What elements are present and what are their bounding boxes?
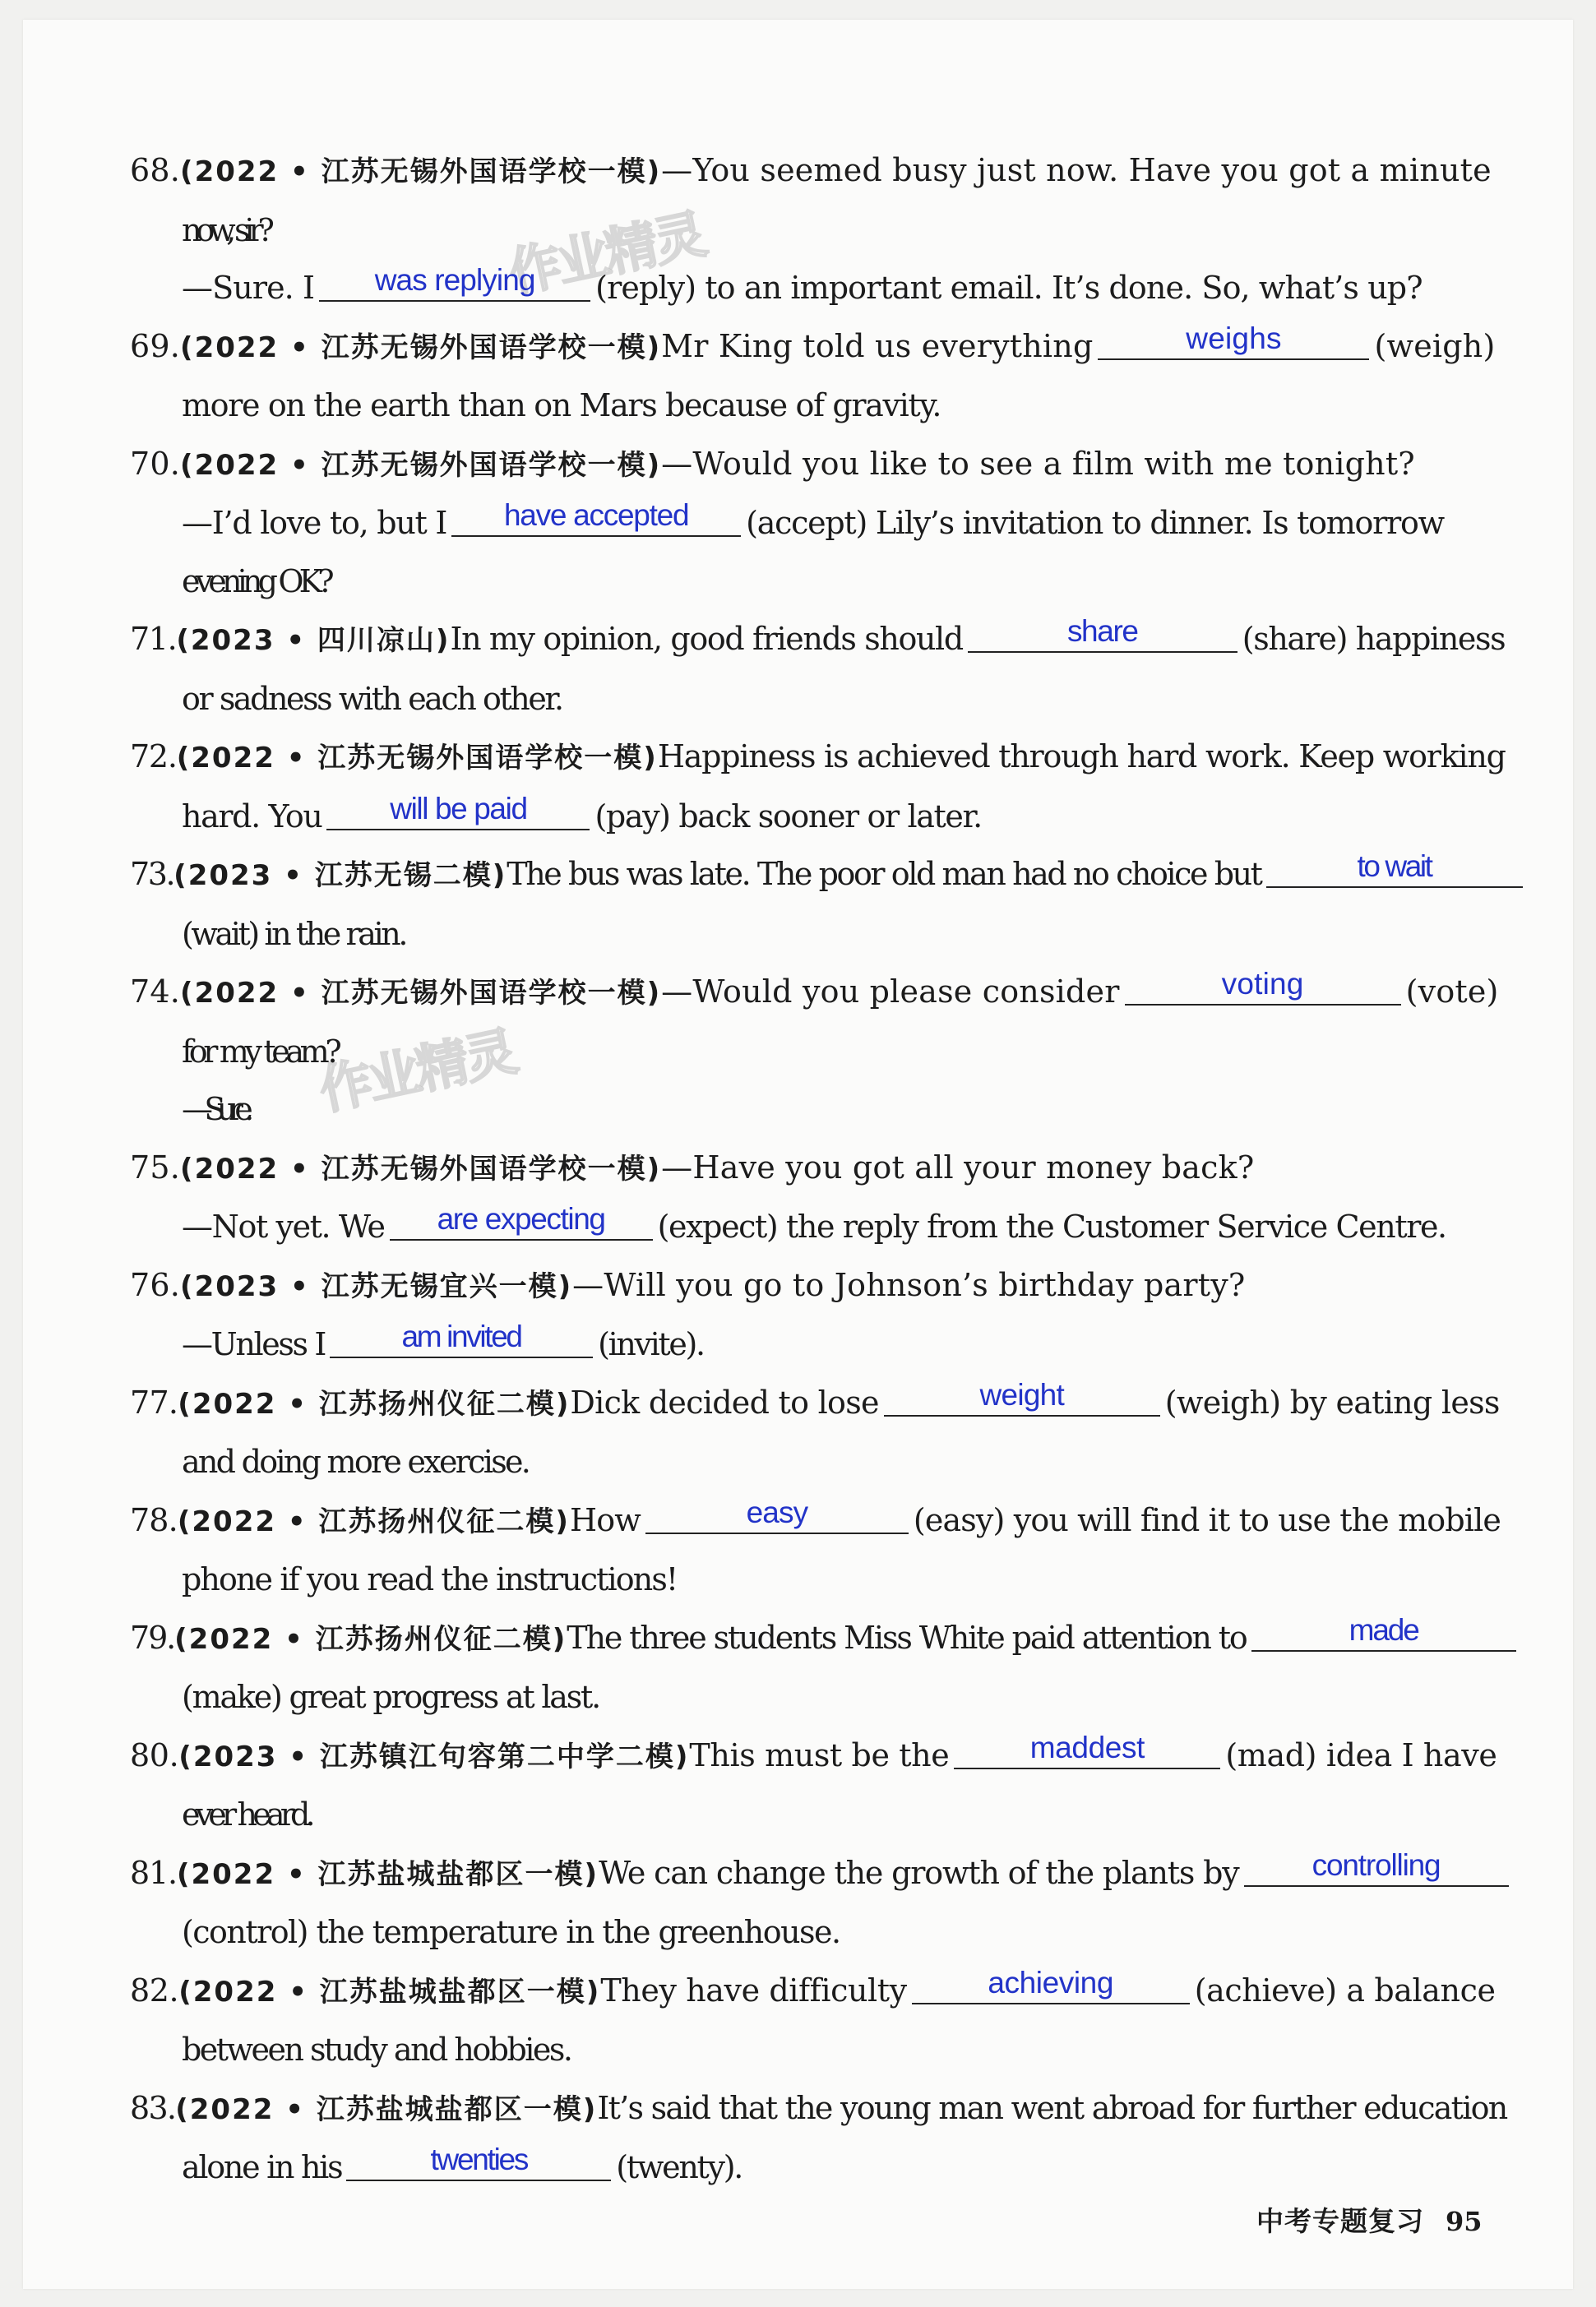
question-line <box>130 610 1506 670</box>
question-line <box>130 1023 1499 1081</box>
question-number: 77. <box>130 1384 178 1421</box>
question-number: 79. <box>130 1619 175 1656</box>
question-line <box>130 2138 1499 2197</box>
question-number: 71. <box>130 621 177 657</box>
question-text: The bus was late. The poor old man had no choice but <box>507 856 1261 892</box>
handwritten-answer: are expecting <box>437 1202 605 1236</box>
question-number: 72. <box>130 738 177 774</box>
question-74 <box>130 963 1499 1139</box>
question-text: (invite). <box>598 1326 704 1362</box>
question-text: This must be the <box>689 1736 950 1773</box>
question-70 <box>130 435 1499 611</box>
watermark-top: 作业精灵 <box>503 204 710 306</box>
question-number: 73. <box>130 856 174 892</box>
question-text: more on the earth than on Mars because of gravity. <box>182 387 941 423</box>
question-source: (2023 • 四川凉山) <box>176 624 451 657</box>
question-number: 75. <box>130 1149 181 1186</box>
question-number: 68. <box>130 152 181 188</box>
question-line <box>130 552 1499 611</box>
question-line <box>130 1315 1499 1374</box>
question-line <box>130 1551 1499 1609</box>
question-text: between study and hobbies. <box>182 2032 571 2068</box>
question-source: (2022 • 江苏无锡外国语学校一模) <box>180 977 662 1010</box>
question-text: and doing more exercise. <box>182 1444 530 1480</box>
question-line <box>130 1786 1499 1844</box>
question-line <box>130 1198 1499 1256</box>
question-number: 69. <box>130 327 181 364</box>
handwritten-answer: share <box>1066 614 1138 648</box>
answer-blank <box>884 1379 1160 1417</box>
handwritten-answer: weight <box>979 1377 1065 1412</box>
answer-blank <box>1098 322 1369 360</box>
question-77 <box>130 1374 1499 1491</box>
question-line <box>130 1609 1499 1669</box>
answer-blank <box>645 1496 909 1534</box>
question-text: evening OK? <box>182 562 330 599</box>
question-number: 70. <box>130 445 181 482</box>
question-text: (twenty). <box>616 2149 742 2185</box>
question-line <box>130 963 1499 1023</box>
question-text: Mr King told us everything <box>661 327 1094 364</box>
question-text: It’s said that the young man went abroad for further education <box>597 2089 1507 2126</box>
question-text: —Have you got all your money back? <box>661 1149 1255 1186</box>
question-source: (2022 • 江苏无锡外国语学校一模) <box>180 1152 662 1186</box>
question-text: We can change the growth of the plants by <box>599 1854 1239 1891</box>
question-82 <box>130 1962 1499 2079</box>
answer-blank <box>319 264 590 302</box>
question-source: (2022 • 江苏扬州仪征二模) <box>178 1387 571 1421</box>
question-line <box>130 670 1499 728</box>
question-line <box>130 435 1499 495</box>
question-line <box>130 1433 1499 1491</box>
question-line <box>130 2021 1499 2079</box>
question-text: (easy) you will find it to use the mobile <box>913 1501 1501 1538</box>
question-text: —Will you go to Johnson’s birthday party? <box>572 1266 1246 1303</box>
question-line <box>130 1727 1499 1787</box>
answer-blank <box>330 1320 593 1358</box>
question-text: alone in his <box>182 2149 342 2185</box>
question-text: or sadness with each other. <box>182 680 562 717</box>
handwritten-answer: voting <box>1221 967 1304 1001</box>
question-text: now, sir? <box>182 211 269 248</box>
question-81 <box>130 1844 1499 1962</box>
question-text: (weigh) by eating less <box>1164 1384 1500 1421</box>
handwritten-answer: maddest <box>1029 1730 1145 1764</box>
question-text: (wait) in the rain. <box>182 915 405 952</box>
answer-blank <box>326 793 590 830</box>
question-list <box>130 141 1507 2197</box>
question-text: —Sure. <box>182 1091 246 1127</box>
question-text: —Not yet. We <box>182 1209 385 1245</box>
question-68 <box>130 141 1499 317</box>
question-76 <box>130 1256 1499 1374</box>
question-78 <box>130 1491 1499 1609</box>
answer-blank <box>346 2143 611 2181</box>
question-79 <box>130 1609 1499 1727</box>
question-text: (pay) back sooner or later. <box>594 798 982 834</box>
footer-title: 中考专题复习 <box>1256 2205 1424 2237</box>
question-line <box>130 905 1499 964</box>
question-text: hard. You <box>182 798 322 834</box>
question-line <box>130 1903 1499 1962</box>
question-text: (achieve) a balance <box>1194 1972 1496 2009</box>
question-text: (accept) Lily’s invitation to dinner. Is tomorrow <box>746 505 1444 541</box>
question-72 <box>130 728 1506 845</box>
handwritten-answer: easy <box>746 1495 808 1529</box>
question-text: The three students Miss White paid attention to <box>567 1619 1247 1656</box>
question-number: 82. <box>130 1972 179 2009</box>
page-sheet <box>23 20 1573 2289</box>
question-number: 83. <box>130 2089 176 2126</box>
question-source: (2023 • 江苏无锡宜兴一模) <box>180 1269 573 1303</box>
question-text: —I’d love to, but I <box>182 505 447 541</box>
handwritten-answer: controlling <box>1311 1847 1441 1882</box>
question-line <box>130 1844 1499 1904</box>
question-source: (2022 • 江苏盐城盐都区一模) <box>178 1975 601 2009</box>
question-75 <box>130 1139 1499 1256</box>
question-text: Dick decided to lose <box>570 1384 879 1421</box>
question-text: In my opinion, good friends should <box>450 621 963 657</box>
handwritten-answer: twenties <box>430 2143 528 2176</box>
answer-blank <box>1251 1614 1516 1652</box>
question-text: (weigh) <box>1374 327 1496 364</box>
question-line <box>130 141 1499 201</box>
question-text: They have difficulty <box>600 1972 907 2009</box>
question-text: phone if you read the instructions! <box>182 1561 678 1597</box>
question-source: (2022 • 江苏扬州仪征二模) <box>177 1505 570 1538</box>
question-text: (make) great progress at last. <box>182 1679 600 1715</box>
question-text: (share) happiness <box>1242 621 1506 657</box>
question-text: Happiness is achieved through hard work. Keep working <box>657 738 1506 774</box>
answer-blank <box>954 1731 1220 1769</box>
question-line <box>130 2079 1507 2139</box>
question-80 <box>130 1727 1499 1844</box>
question-line <box>130 1668 1499 1727</box>
handwritten-answer: made <box>1349 1612 1418 1647</box>
question-source: (2022 • 江苏无锡外国语学校一模) <box>180 331 662 364</box>
question-number: 81. <box>130 1854 177 1891</box>
page-number: 95 <box>1446 2206 1483 2237</box>
question-line <box>130 494 1499 552</box>
question-text: (expect) the reply from the Customer Service Centre. <box>657 1209 1446 1245</box>
question-text: (reply) to an important email. It’s done. So, what’s up? <box>595 270 1423 306</box>
question-number: 78. <box>130 1501 178 1538</box>
question-source: (2022 • 江苏无锡外国语学校一模) <box>180 155 662 188</box>
handwritten-answer: weighs <box>1186 321 1282 355</box>
question-line <box>130 1374 1499 1434</box>
question-line <box>130 1491 1499 1551</box>
answer-blank <box>968 615 1237 653</box>
question-line <box>130 1256 1499 1316</box>
question-69 <box>130 317 1499 435</box>
question-source: (2022 • 江苏扬州仪征二模) <box>174 1622 567 1656</box>
handwritten-answer: will be paid <box>390 791 527 825</box>
answer-blank <box>1266 850 1523 888</box>
answer-blank <box>1125 968 1401 1006</box>
question-line <box>130 1080 1499 1139</box>
answer-blank <box>451 499 741 537</box>
question-text: —Would you please consider <box>661 973 1120 1010</box>
question-text: (vote) <box>1405 973 1499 1010</box>
question-source: (2022 • 江苏盐城盐都区一模) <box>176 1857 599 1891</box>
question-text: —You seemed busy just now. Have you got a minute <box>661 152 1492 188</box>
question-line <box>130 259 1499 317</box>
question-number: 80. <box>130 1736 179 1773</box>
question-text: —Would you like to see a film with me tonight? <box>661 445 1415 482</box>
question-71 <box>130 610 1506 728</box>
question-text: How <box>569 1501 641 1538</box>
question-line <box>130 845 1499 905</box>
question-text: (control) the temperature in the greenhouse. <box>182 1914 840 1950</box>
question-73 <box>130 845 1499 963</box>
question-text: —Sure. I <box>182 270 315 306</box>
question-source: (2023 • 江苏镇江句容第二中学二模) <box>178 1740 690 1773</box>
question-line <box>130 1139 1499 1199</box>
question-line <box>130 728 1506 788</box>
page-footer <box>1256 2200 1483 2239</box>
answer-blank <box>912 1967 1190 2004</box>
watermark-middle: 作业精灵 <box>314 1021 520 1123</box>
handwritten-answer: to wait <box>1357 849 1432 883</box>
question-line <box>130 1962 1499 2022</box>
question-number: 76. <box>130 1266 181 1303</box>
handwritten-answer: have accepted <box>503 498 689 532</box>
question-text: —Unless I <box>182 1326 326 1362</box>
question-source: (2023 • 江苏无锡二模) <box>173 859 507 892</box>
question-number: 74. <box>130 973 181 1010</box>
question-83 <box>130 2079 1507 2197</box>
handwritten-answer: achieving <box>988 1965 1114 2000</box>
question-line <box>130 201 1499 260</box>
question-text: for my team? <box>182 1033 338 1070</box>
handwritten-answer: was replying <box>374 263 535 297</box>
question-text: (mad) idea I have <box>1225 1736 1497 1773</box>
answer-blank <box>390 1203 653 1241</box>
question-source: (2022 • 江苏无锡外国语学校一模) <box>180 448 662 482</box>
question-text: ever heard. <box>182 1796 311 1833</box>
handwritten-answer: am invited <box>401 1320 521 1353</box>
question-line <box>130 317 1499 377</box>
question-source: (2022 • 江苏盐城盐都区一模) <box>175 2092 598 2126</box>
question-line <box>130 788 1499 846</box>
answer-blank <box>1244 1849 1509 1887</box>
question-source: (2022 • 江苏无锡外国语学校一模) <box>176 742 658 774</box>
question-line <box>130 377 1499 435</box>
